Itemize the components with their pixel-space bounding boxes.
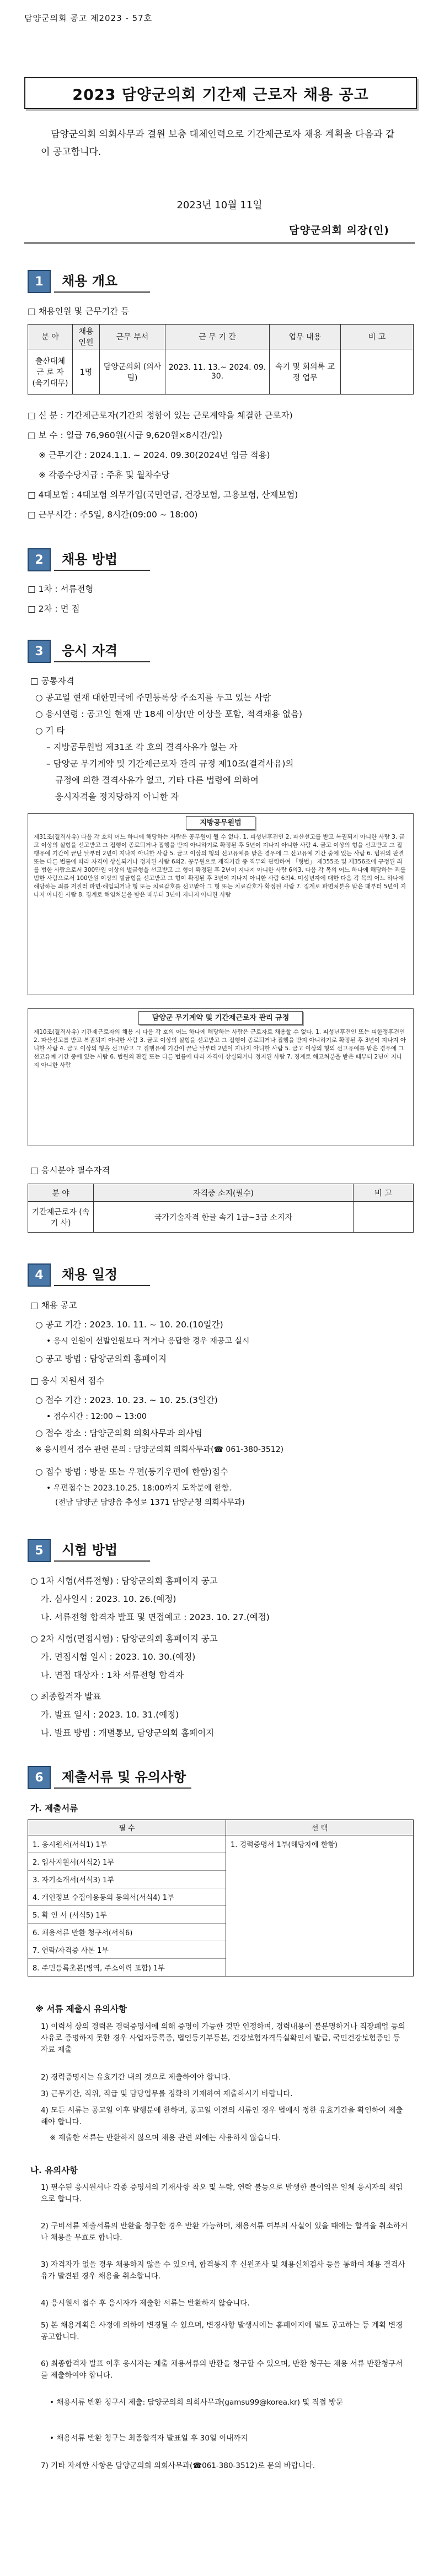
required-document: 7. 연락/자격증 사본 1부 xyxy=(28,1941,226,1959)
method-item: □ 2차 : 면 접 xyxy=(28,601,79,617)
required-document: 1. 응시원서(서식1) 1부 xyxy=(28,1835,226,1853)
section-title: 채용 일정 xyxy=(54,1264,150,1286)
note-allowance: ※ 각종수당지급 : 주휴 및 월차수당 xyxy=(39,470,170,480)
section-title: 제출서류 및 유의사항 xyxy=(54,1767,191,1789)
schedule-line: ○ 공고 방법 : 담양군의회 홈페이지 xyxy=(35,1354,167,1364)
exam-line: 가. 면접시험 일시 : 2023. 10. 30.(예정) xyxy=(41,1652,196,1662)
section-exam-heading xyxy=(28,1539,150,1562)
section-title: 응시 자격 xyxy=(54,640,150,662)
exam-line: 나. 발표 방법 : 개별통보, 담양군의회 홈페이지 xyxy=(41,1728,215,1738)
exam-line: ○ 최종합격자 발표 xyxy=(30,1692,101,1702)
notice-item: ※ 제출한 서류는 반환하지 않으며 채용 관련 외에는 사용하지 않습니다. xyxy=(50,2134,281,2142)
section-documents-heading xyxy=(28,1766,191,1789)
table-cell xyxy=(341,349,414,395)
required-document: 2. 입사지원서(서식2) 1부 xyxy=(28,1853,226,1871)
requirement-table xyxy=(28,1184,414,1233)
caution-item: 5) 본 채용계획은 사정에 의하여 변경될 수 있으며, 변경사항 발생시에는 홈페이지에 별도 공고하는 등 계획 변경 공고합니다. xyxy=(41,2321,403,2341)
schedule-line: ○ 접수 기간 : 2023. 10. 23. ~ 10. 25.(3일간) xyxy=(35,1395,218,1405)
table-cell xyxy=(354,1202,414,1233)
law-text: 제31조(결격사유) 다음 각 호의 어느 하나에 해당하는 사람은 공무원이 될 수 없다. 1. 피성년후견인 2. 파산선고를 받고 복권되지 아니한 사람 3. 금고 이상의 실형을 선고받고 그 집행이 종료되거나 집행을 받지 아니하기로 확정된 후 5년이 지나지 아니한 사람 4. 금고 이상의 형을 선고받고 그 집행유예 기간이 끝난 날부터 2년이 지나지 아니한 사람 5. 금고 이상의 형의 선고유예를 받은 경우에 그 선고유예 기간 중에 있는 사람 6. 법원의 판결 또는 다른 법률에 따라 자격이 상실되거나 정지된 사람 6의2. 공무원으로 재직기간 중 직무와 관련하여 「형법」 제355조 및 제356조에 규정된 죄를 범한 사람으로서 300만원 이상의 벌금형을 선고받고 그 형이 확정된 후 2년이 지나지 아니한 사람 6의3. 다음 각 목의 어느 하나에 해당하는 죄를 범한 사람으로서 100만원 이상의 벌금형을 선고받고 그 형이 확정된 후 3년이 지나지 아니한 사람 6의4. 미성년자에 대한 다음 각 목의 어느 하나에 해당하는 죄를 저질러 파면·해임되거나 형 또는 치료감호를 선고받아 그 형 또는 치료감호가 확정된 사람 7. 징계로 파면처분을 받은 때부터 5년이 지나지 아니한 사람 8. 징계로 해임처분을 받은 때부터 3년이 지나지 아니한 사람 xyxy=(34,834,406,898)
eligibility-item: ○ 응시연령 : 공고일 현재 만 18세 이상(만 이상을 포함, 적격채용 없음) xyxy=(35,709,303,719)
section-number: 1 xyxy=(28,270,51,293)
exam-line: 가. 심사일시 : 2023. 10. 26.(예정) xyxy=(41,1594,176,1604)
notice-item: 4) 모든 서류는 공고일 이후 발행분에 한하며, 공고일 이전의 서류인 경우 법에서 정한 유효기간을 확인하여 제출해야 합니다. xyxy=(41,2106,403,2126)
schedule-line: □ 응시 지원서 접수 xyxy=(30,1376,105,1386)
table-cell: 1명 xyxy=(73,349,100,395)
note-status: □ 신 분 : 기간제근로자(기간의 정함이 있는 근로계약을 체결한 근로자) xyxy=(28,408,293,423)
required-document: 4. 개인정보 수집이용동의 동의서(서식4) 1부 xyxy=(28,1888,226,1906)
table-header: 필 수 xyxy=(28,1820,226,1835)
divider xyxy=(24,242,415,244)
caution-item: • 채용서류 반환 청구는 최종합격자 발표일 후 30일 이내까지 xyxy=(50,2434,248,2443)
subsection-heading: 나. 유의사항 xyxy=(30,2165,78,2175)
caution-item: 3) 자격자가 없을 경우 채용하지 않을 수 있으며, 합격통지 후 신원조사 및 채용신체검사 등을 통하여 채용 결격사유가 발견된 경우 채용을 취소합니다. xyxy=(41,2260,405,2281)
required-document: 3. 자기소개서(서식3) 1부 xyxy=(28,1871,226,1888)
note-insurance: □ 4대보험 : 4대보험 의무가입(국민연금, 건강보험, 고용보험, 산재보험) xyxy=(28,487,298,503)
caution-item: 1) 필수된 응시원서나 각종 증명서의 기재사항 착오 및 누락, 연락 불능으로 발생한 불이익은 일체 응시자의 책임으로 합니다. xyxy=(41,2183,403,2204)
documents-table xyxy=(28,1819,414,1976)
note-pay: □ 보 수 : 일급 76,960원(시급 9,620원×8시간/일) xyxy=(28,428,222,443)
required-document: 6. 채용서류 반환 청구서(서식6) xyxy=(28,1924,226,1941)
page-title: 2023 담양군의회 기간제 근로자 채용 공고 xyxy=(24,77,417,109)
section-schedule-heading xyxy=(28,1263,150,1287)
schedule-line: • 우편접수는 2023.10.25. 18:00까지 도착분에 한함. xyxy=(46,1484,232,1493)
section-number: 6 xyxy=(28,1766,51,1789)
table-header: 자격증 소지(필수) xyxy=(94,1184,354,1202)
table-header: 채용 인원 xyxy=(73,325,100,349)
notice-item: 3) 근무기간, 직위, 직급 및 담당업무를 정확히 기재하여 제출하시기 바랍니다. xyxy=(41,2089,293,2098)
notice-item: 1) 이력서 상의 경력은 경력증명서에 의해 증명이 가능한 것만 인정하며, 경력내용이 불분명하거나 직장폐업 등의 사유로 증명하지 못한 경우 사업자등록증, 법인등기부등본, 건강보험자격득실확인서 발급, 국민건강보험증인 등 자료 제출 xyxy=(41,2022,405,2054)
required-documents-cell xyxy=(28,1835,226,1976)
table-header: 선 택 xyxy=(226,1820,414,1835)
regulation-text: 제10조(결격사유) 기간제근로자의 채용 시 다음 각 호의 어느 하나에 해당하는 사람은 근로자로 채용할 수 없다. 1. 피성년후견인 또는 피한정후견인 2. 파산선고를 받고 복권되지 아니한 사람 3. 금고 이상의 실형을 선고받고 그 집행이 종료되거나 집행을 받지 아니하기로 확정된 후 3년이 지나지 아니한 사람 4. 금고 이상의 형을 선고받고 그 집행유예 기간이 끝난 날부터 2년이 지나지 아니한 사람 5. 금고 이상의 형의 선고유예를 받은 경우에 그 선고유예 기간 중에 있는 사람 6. 법원의 판결 또는 다른 법률에 따라 자격이 상실되거나 정지된 사람 7. 징계로 해고처분을 받은 때부터 2년이 지나지 아니한 사람 xyxy=(34,1029,406,1068)
subsection-heading: 가. 제출서류 xyxy=(30,1803,78,1813)
table-cell: 출산대체 근 로 자 (육기대무) xyxy=(28,349,73,395)
caution-item: 6) 최종합격자 발표 이후 응시자는 제출 채용서류의 반환을 청구할 수 있으며, 반환 청구는 채용 서류 반환청구서를 제출하여야 합니다. xyxy=(41,2359,403,2380)
exam-line: 나. 면접 대상자 : 1차 서류전형 합격자 xyxy=(41,1670,184,1680)
caution-item: 4) 응시원서 접수 후 응시자가 제출한 서류는 반환하지 않습니다. xyxy=(41,2299,250,2308)
schedule-line: ※ 응시원서 접수 관련 문의 : 담양군의회 의회사무과(☎ 061-380-3512) xyxy=(35,1445,284,1454)
eligibility-item: – 지방공무원법 제31조 각 호의 결격사유가 없는 자 xyxy=(46,742,238,752)
table-header: 비 고 xyxy=(354,1184,414,1202)
note-hours: □ 근무시간 : 주5일, 8시간(09:00 ~ 18:00) xyxy=(28,507,197,522)
caution-item: 2) 구비서류 제출서류의 반환을 청구한 경우 반환 가능하며, 채용서류 여부의 사실이 있을 때에는 합격을 취소하거나 채용을 무효로 합니다. xyxy=(41,2222,408,2242)
table-cell: 기간제근로자 (속 기 사) xyxy=(28,1202,94,1233)
table-header: 분 야 xyxy=(28,325,73,349)
schedule-line: (전남 담양군 담양읍 추성로 1371 담양군청 의회사무과) xyxy=(55,1498,245,1507)
section-number: 2 xyxy=(28,548,51,571)
optional-document: 1. 경력증명서 1부(해당자에 한함) xyxy=(226,1835,414,1976)
schedule-line: • 접수시간 : 12:00 ~ 13:00 xyxy=(46,1412,147,1421)
section-title: 시험 방법 xyxy=(54,1540,150,1562)
method-item: □ 1차 : 서류전형 xyxy=(28,581,93,597)
section-number: 3 xyxy=(28,640,51,663)
table-cell: 속기 및 회의록 교정 업무 xyxy=(270,349,341,395)
exam-line: 나. 서류전형 합격자 발표 및 면접예고 : 2023. 10. 27.(예정) xyxy=(41,1612,270,1622)
section-method-heading xyxy=(28,548,150,571)
subsection-heading: □ 응시분야 필수자격 xyxy=(30,1163,110,1178)
required-document: 8. 주민등록초본(병역, 주소이력 포함) 1부 xyxy=(33,1964,165,1973)
notice-item: 2) 경력증명서는 유효기간 내의 것으로 제출하여야 합니다. xyxy=(41,2073,231,2082)
eligibility-item: 규정에 의한 결격사유가 없고, 기타 다른 법령에 의하여 xyxy=(55,775,259,785)
table-cell: 2023. 11. 13.~ 2024. 09. 30. xyxy=(165,349,270,395)
subsection-heading: □ 공통자격 xyxy=(30,673,74,689)
eligibility-item: ○ 공고일 현재 대한민국에 주민등록상 주소지를 두고 있는 사람 xyxy=(35,693,271,703)
table-header: 근무 부서 xyxy=(100,325,165,349)
caution-item: 7) 기타 자세한 사항은 담양군의회 의회사무과(☎061-380-3512)로 문의 바랍니다. xyxy=(41,2461,315,2470)
table-header: 업무 내용 xyxy=(270,325,341,349)
recruitment-table xyxy=(28,324,414,395)
notice-title: ※ 서류 제출시 유의사항 xyxy=(35,2004,127,2014)
eligibility-item: 응시자격을 정지당하지 아니한 자 xyxy=(55,792,179,802)
section-title: 채용 방법 xyxy=(54,549,150,571)
section-overview-heading xyxy=(28,270,150,293)
law-title: 지방공무원법 xyxy=(186,816,255,830)
table-header: 분 야 xyxy=(28,1184,94,1202)
regulation-excerpt-box xyxy=(28,1008,414,1146)
regulation-title: 담양군 무기계약 및 기간제근로자 관리 규정 xyxy=(138,1011,303,1025)
section-eligibility-heading xyxy=(28,640,150,663)
eligibility-item: ○ 기 타 xyxy=(35,726,65,736)
exam-line: ○ 1차 시험(서류전형) : 담양군의회 홈페이지 공고 xyxy=(30,1576,218,1586)
caution-item: • 채용서류 반환 청구서 제출: 담양군의회 의회사무과(gamsu99@korea.kr) 및 직접 방문 xyxy=(50,2398,344,2407)
announcement-date: 2023년 10월 11일 xyxy=(176,199,263,211)
schedule-line: • 응시 인원이 선발인원보다 적거나 응답한 경우 재공고 실시 xyxy=(46,1337,250,1346)
schedule-line: ○ 접수 방법 : 방문 또는 우편(등기우편에 한함)접수 xyxy=(35,1467,228,1477)
table-cell: 국가기술자격 한글 속기 1급~3급 소지자 xyxy=(94,1202,354,1233)
issuer-name: 담양군의회 의장(인) xyxy=(289,224,389,236)
note-period: ※ 근무기간 : 2024.1.1. ~ 2024. 09.30(2024년 임금 적용) xyxy=(39,450,270,460)
table-header: 근 무 기 간 xyxy=(165,325,270,349)
table-header: 비 고 xyxy=(341,325,414,349)
law-excerpt-box xyxy=(28,813,414,995)
subsection-heading: □ 채용인원 및 근무기간 등 xyxy=(28,304,129,319)
section-title: 채용 개요 xyxy=(54,271,150,293)
subsection-heading: □ 채용 공고 xyxy=(30,1298,77,1313)
required-document: 5. 확 인 서 (서식5) 1부 xyxy=(28,1906,226,1924)
exam-line: 가. 발표 일시 : 2023. 10. 31.(예정) xyxy=(41,1710,179,1720)
eligibility-item: – 담양군 무기계약 및 기간제근로자 관리 규정 제10조(결격사유)의 xyxy=(46,759,294,769)
document-number: 담양군의회 공고 제2023 - 57호 xyxy=(24,13,153,23)
table-cell: 담양군의회 (의사팀) xyxy=(100,349,165,395)
exam-line: ○ 2차 시험(면접시험) : 담양군의회 홈페이지 공고 xyxy=(30,1634,218,1644)
schedule-line: ○ 공고 기간 : 2023. 10. 11. ~ 10. 20.(10일간) xyxy=(35,1320,223,1330)
intro-text: 담양군의회 의회사무과 결원 보충 대체인력으로 기간제근로자 채용 계획을 다음과 같이 공고합니다. xyxy=(41,129,395,158)
section-number: 5 xyxy=(28,1539,51,1562)
schedule-line: ○ 접수 장소 : 담양군의회 의회사무과 의사팀 xyxy=(35,1428,202,1438)
section-number: 4 xyxy=(28,1263,51,1287)
